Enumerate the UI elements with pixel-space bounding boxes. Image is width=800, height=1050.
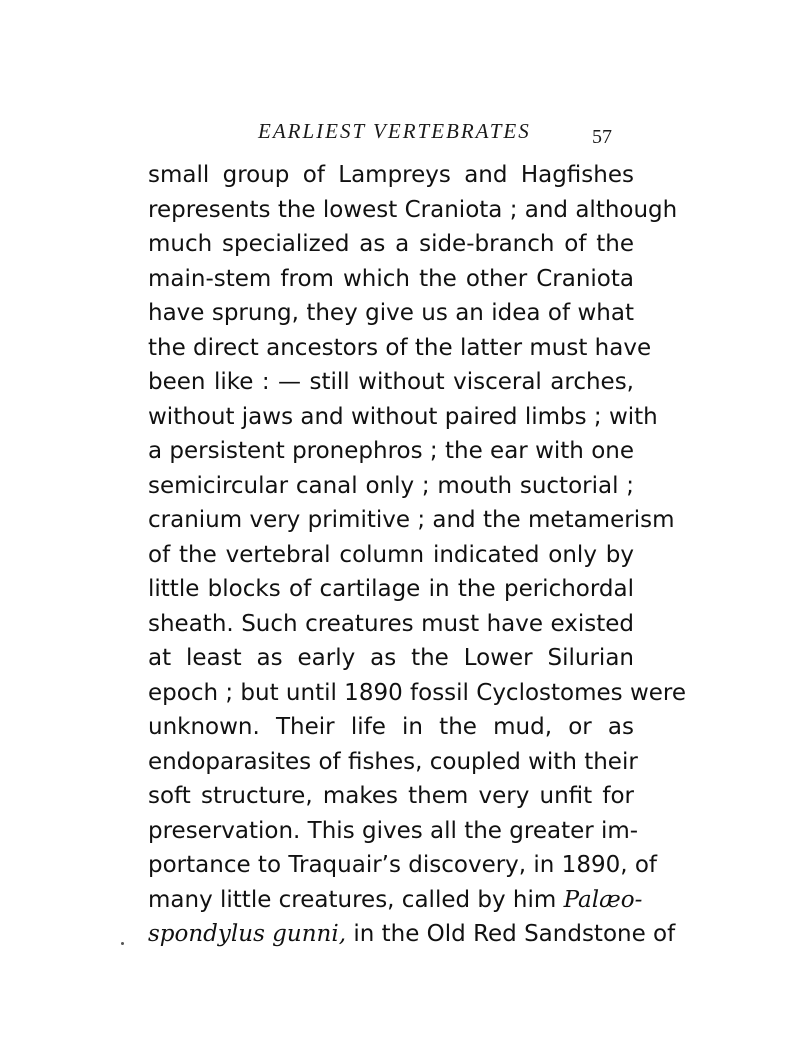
text-line-mixed (148, 883, 643, 918)
text-line: a persistent pronephros ; the ear with one (148, 438, 634, 464)
text-line: have sprung, they give us an idea of what (148, 300, 634, 326)
text-line: of the vertebral column indicated only by (148, 541, 634, 568)
text-line: small group of Lampreys and Hagfishes (148, 162, 634, 188)
running-head: EARLIEST VERTEBRATES (258, 119, 531, 143)
text-line: portance to Traquair’s discovery, in 1890, of (148, 852, 658, 878)
text-run: many little creatures, called by him (148, 886, 557, 913)
text-line: epoch ; but until 1890 fossil Cyclostomes were (148, 679, 687, 706)
text-line: at least as early as the Lower Silurian (148, 645, 634, 671)
paper-speck (121, 942, 124, 945)
italic-term: Palæo- (563, 886, 643, 913)
text-line: unknown. Their life in the mud, or as (148, 714, 634, 740)
text-run: in the Old Red Sandstone of (353, 921, 676, 947)
italic-term: spondylus gunni, (148, 921, 347, 947)
text-line: soft structure, makes them very unfit for (148, 783, 634, 809)
text-line: much specialized as a side-branch of the (148, 231, 634, 257)
text-line: semicircular canal only ; mouth suctorial ; (148, 472, 634, 499)
text-line: been like : — still without visceral arches, (148, 369, 634, 395)
text-line: main-stem from which the other Craniota (148, 265, 634, 292)
text-line: cranium very primitive ; and the metamerism (148, 507, 675, 533)
text-line: without jaws and without paired limbs ; with (148, 403, 658, 430)
text-line: the direct ancestors of the latter must have (148, 334, 652, 361)
text-line-mixed (148, 917, 676, 952)
text-line: preservation. This gives all the greater im- (148, 817, 639, 844)
body-text (148, 158, 687, 952)
page-number: 57 (592, 126, 612, 148)
text-line: endoparasites of fishes, coupled with their (148, 748, 638, 775)
text-line: represents the lowest Craniota ; and although (148, 196, 678, 223)
text-line: sheath. Such creatures must have existed (148, 610, 634, 637)
text-line: little blocks of cartilage in the perichordal (148, 576, 634, 602)
